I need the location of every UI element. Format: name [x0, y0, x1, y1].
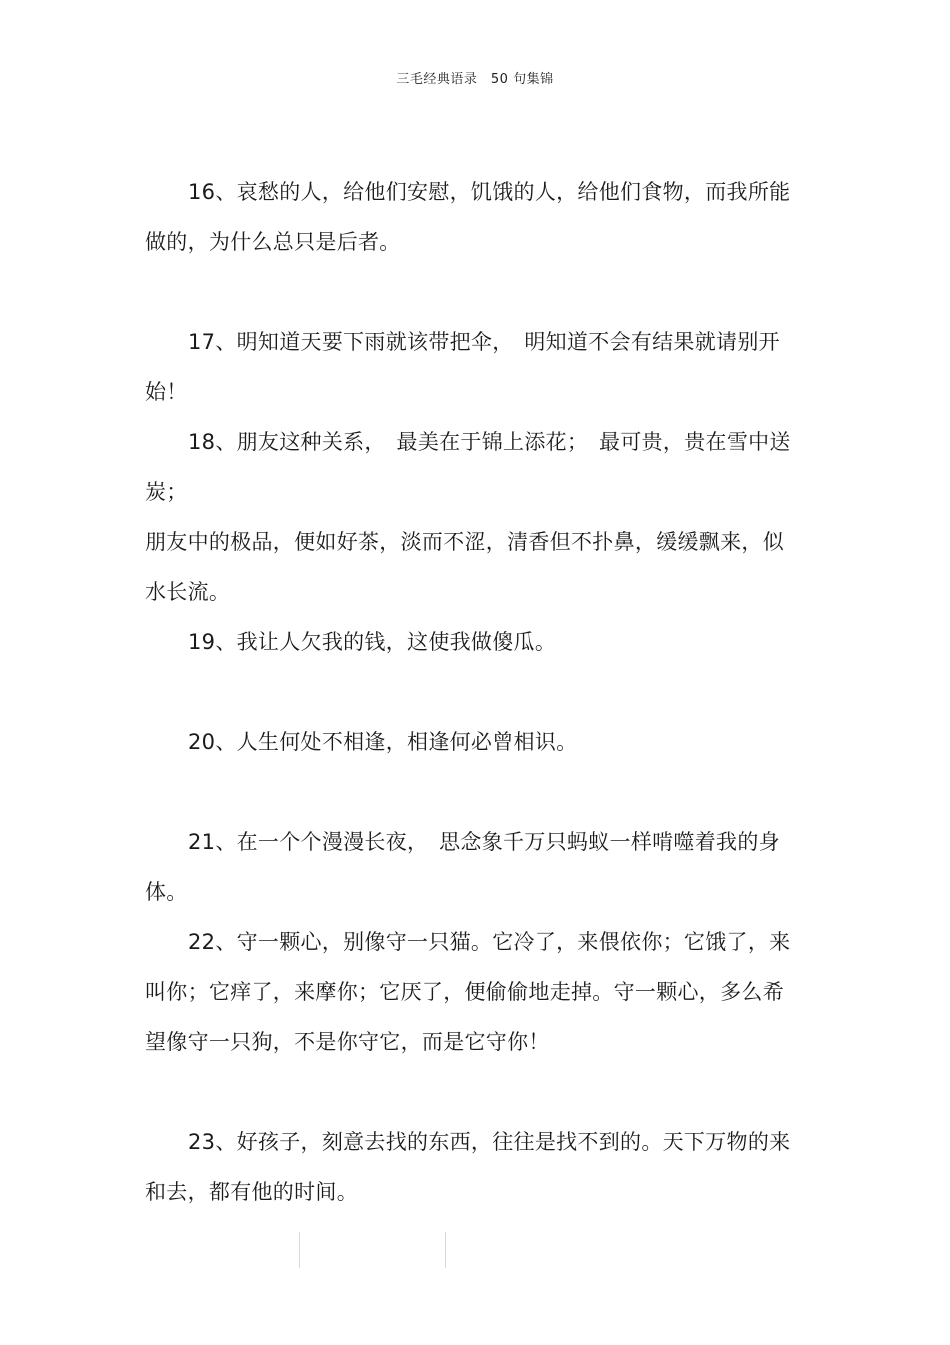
- quote-22-line-2: 叫你；它痒了，来摩你；它厌了，便偷偷地走掉。守一颗心，多么希: [145, 980, 784, 1004]
- quote-23: [145, 1117, 795, 1217]
- quote-18-line-1: 18、朋友这种关系， 最美在于锦上添花； 最可贵，贵在雪中送炭；: [145, 430, 791, 504]
- quote-16-line-2: 做的，为什么总只是后者。: [145, 230, 401, 254]
- quote-18-line-3: 水长流。: [145, 580, 231, 604]
- quote-16: [145, 167, 795, 267]
- quote-23-line-2: 和去，都有他的时间。: [145, 1180, 358, 1204]
- quote-16-line-1: 16、哀愁的人，给他们安慰，饥饿的人，给他们食物，而我所能: [188, 180, 791, 204]
- quote-19-line-1: 19、我让人欠我的钱，这使我做傻瓜。: [188, 630, 557, 654]
- quote-18-line-2: 朋友中的极品，便如好茶，淡而不涩，清香但不扑鼻，缓缓飘来，似: [145, 530, 784, 554]
- page-header: 三毛经典语录 50 句集锦: [396, 72, 554, 87]
- quote-21: [145, 817, 795, 917]
- quote-22-line-3: 望像守一只狗，不是你守它，而是它守你！: [145, 1030, 550, 1054]
- quote-17: [145, 317, 795, 417]
- quote-23-line-1: 23、好孩子，刻意去找的东西，往往是找不到的。天下万物的来: [188, 1130, 791, 1154]
- divider-line-right: [445, 1232, 446, 1268]
- quote-20-line-1: 20、人生何处不相逢，相逢何必曾相识。: [188, 730, 578, 754]
- quote-17-line-1: 17、明知道天要下雨就该带把伞， 明知道不会有结果就请别开始！: [145, 330, 780, 404]
- quote-18: [145, 417, 795, 617]
- quote-19: [145, 617, 795, 667]
- divider-line-left: [299, 1232, 300, 1268]
- quote-21-line-1: 21、在一个个漫漫长夜， 思念象千万只蚂蚁一样啃噬着我的身体。: [145, 830, 780, 904]
- quote-22-line-1: 22、守一颗心，别像守一只猫。它冷了，来偎依你；它饿了，来: [188, 930, 791, 954]
- quote-20: [145, 717, 795, 767]
- quote-22: [145, 917, 795, 1067]
